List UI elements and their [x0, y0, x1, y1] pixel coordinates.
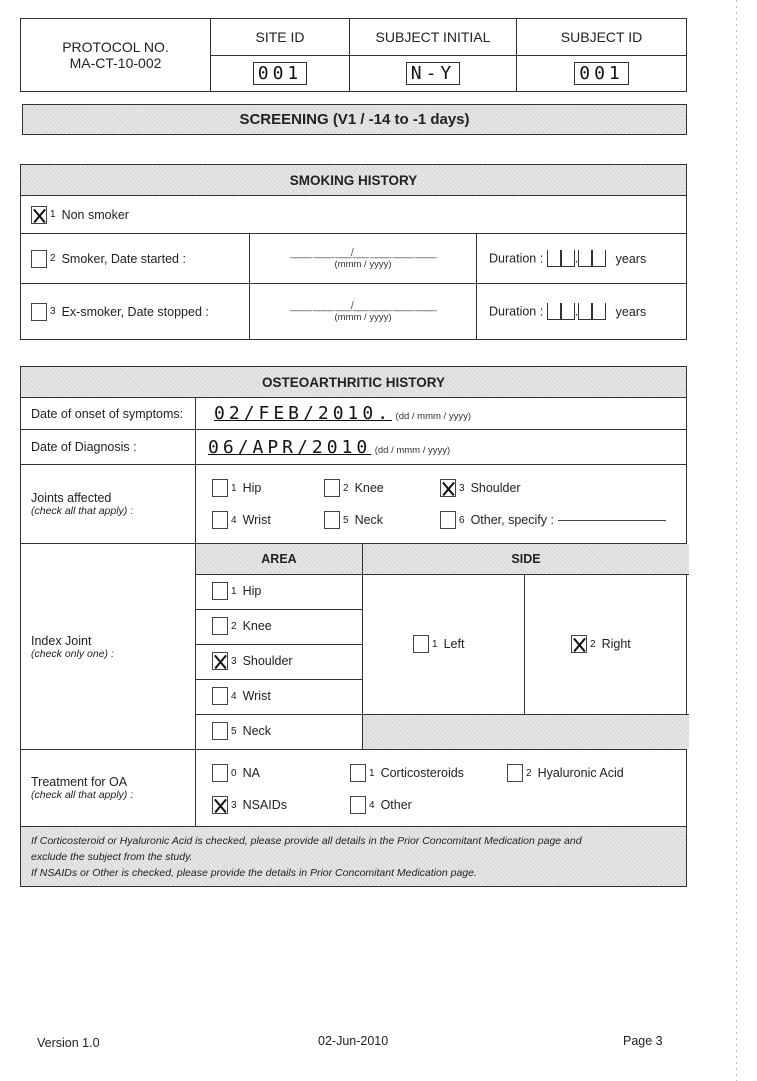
screening-bar — [22, 104, 687, 135]
diagnosis-value[interactable]: 06/APR/2010 — [208, 436, 372, 458]
smoker-duration-cell — [477, 234, 687, 284]
option-number: 3 — [231, 799, 237, 811]
treatment-label-cell — [21, 750, 196, 827]
footer-page: Page 3 — [623, 1034, 663, 1048]
other-specify-field[interactable] — [558, 520, 666, 521]
area-shoulder-checkbox[interactable] — [212, 652, 228, 670]
joint-other-label: Other, specify : — [470, 513, 554, 527]
side-right-cell — [525, 575, 689, 715]
joint-hip-checkbox[interactable] — [212, 479, 228, 497]
option-number: 2 — [590, 638, 596, 650]
side-right-label: Right — [601, 637, 631, 651]
joint-option-hip — [212, 479, 261, 497]
smoker-checkbox[interactable] — [31, 250, 47, 268]
option-number: 1 — [50, 209, 56, 220]
protocol-label: PROTOCOL NO. — [62, 39, 169, 55]
option-number: 3 — [231, 655, 237, 667]
site-id-label: SITE ID — [211, 19, 350, 56]
years-label: years — [615, 251, 647, 266]
date-format: (mmm / yyyy) — [334, 312, 392, 323]
treatment-other-label: Other — [380, 798, 412, 812]
oa-history-table — [20, 366, 687, 887]
treatment-options-cell — [196, 750, 687, 827]
area-row-knee — [196, 610, 363, 645]
treatment-note: (check all that apply) : — [31, 789, 134, 801]
index-joint-cell — [196, 544, 687, 750]
instruction-note — [21, 827, 687, 887]
treatment-option-na — [212, 764, 260, 782]
subject-id-label: SUBJECT ID — [517, 19, 687, 56]
index-joint-note: (check only one) : — [31, 647, 114, 660]
option-number: 2 — [50, 253, 56, 264]
area-header: AREA — [196, 544, 363, 575]
option-number: 3 — [50, 306, 56, 317]
page-edge-line — [736, 0, 737, 1081]
date-format: (mmm / yyyy) — [334, 259, 392, 270]
joint-other-checkbox[interactable] — [440, 511, 456, 529]
option-number: 1 — [231, 585, 237, 597]
protocol-number: MA-CT-10-002 — [69, 55, 162, 71]
joint-neck-label: Neck — [354, 513, 384, 527]
index-joint-label-cell — [21, 544, 196, 750]
joint-option-wrist — [212, 511, 271, 529]
duration-digit-box[interactable] — [561, 250, 575, 267]
footer-date: 02-Jun-2010 — [318, 1034, 389, 1048]
onset-value[interactable]: 02/FEB/2010. — [214, 403, 393, 424]
area-row-hip — [196, 575, 363, 610]
area-wrist-label: Wrist — [242, 689, 271, 703]
duration-label: Duration : — [489, 304, 544, 319]
joint-option-other — [440, 511, 666, 529]
smoker-date-cell — [250, 234, 477, 284]
site-id-value[interactable]: 001 — [253, 62, 308, 85]
joint-option-neck — [324, 511, 383, 529]
joints-label-cell — [21, 465, 196, 544]
ex-smoker-duration-cell — [477, 284, 687, 340]
diagnosis-cell — [196, 430, 687, 465]
area-row-shoulder — [196, 645, 363, 680]
area-hip-checkbox[interactable] — [212, 582, 228, 600]
treatment-nsaids-label: NSAIDs — [242, 798, 288, 812]
side-left-checkbox[interactable] — [413, 635, 429, 653]
smoking-history-table — [20, 164, 687, 340]
option-number: 4 — [231, 514, 237, 526]
protocol-cell — [21, 19, 211, 92]
ex-smoker-date-field[interactable]: ____ ____ ___/___ ____ ____ ____ — [290, 300, 436, 312]
treatment-nsaids-checkbox[interactable] — [212, 796, 228, 814]
subject-initial-label: SUBJECT INITIAL — [350, 19, 517, 56]
screening-title: SCREENING (V1 / -14 to -1 days) — [239, 111, 470, 128]
note-line-1: If Corticosteroid or Hyaluronic Acid is checked, please provide all details in the Prior Concomitant Medication page and — [31, 834, 582, 847]
header-table — [20, 18, 687, 92]
treatment-na-label: NA — [242, 766, 260, 780]
option-number: 2 — [343, 482, 349, 494]
joint-knee-label: Knee — [354, 481, 384, 495]
diagnosis-label: Date of Diagnosis : — [21, 430, 196, 465]
option-number: 6 — [459, 514, 465, 526]
treatment-corticosteroids-label: Corticosteroids — [380, 766, 464, 780]
area-knee-label: Knee — [242, 619, 272, 633]
area-hip-label: Hip — [242, 584, 262, 598]
duration-digit-box[interactable] — [578, 250, 592, 267]
joint-shoulder-checkbox[interactable] — [440, 479, 456, 497]
option-number: 5 — [343, 514, 349, 526]
option-number: 1 — [231, 482, 237, 494]
duration-digit-box[interactable] — [578, 303, 592, 320]
treatment-option-nsaids — [212, 796, 287, 814]
side-header: SIDE — [363, 544, 689, 575]
side-left-label: Left — [443, 637, 465, 651]
onset-date-format: (dd / mmm / yyyy) — [395, 411, 472, 422]
area-knee-checkbox[interactable] — [212, 617, 228, 635]
joint-shoulder-label: Shoulder — [470, 481, 521, 495]
joint-wrist-checkbox[interactable] — [212, 511, 228, 529]
non-smoker-label: Non smoker — [61, 207, 129, 222]
non-smoker-checkbox[interactable] — [31, 206, 47, 224]
treatment-na-checkbox[interactable] — [212, 764, 228, 782]
treatment-option-other — [350, 796, 412, 814]
option-number: 5 — [231, 725, 237, 737]
joint-knee-checkbox[interactable] — [324, 479, 340, 497]
option-number: 1 — [432, 638, 438, 650]
option-number: 3 — [459, 482, 465, 494]
treatment-corticosteroids-checkbox[interactable] — [350, 764, 366, 782]
option-number: 2 — [231, 620, 237, 632]
duration-label: Duration : — [489, 251, 544, 266]
joints-options-cell — [196, 465, 687, 544]
duration-digit-box[interactable] — [592, 250, 606, 267]
joints-label: Joints affected — [31, 491, 112, 505]
ex-smoker-date-cell — [250, 284, 477, 340]
ex-smoker-cell — [21, 284, 250, 340]
footer-version: Version 1.0 — [37, 1036, 100, 1050]
onset-label: Date of onset of symptoms: — [21, 398, 196, 430]
treatment-option-corticosteroids — [350, 764, 464, 782]
duration-digit-box[interactable] — [592, 303, 606, 320]
ex-smoker-checkbox[interactable] — [31, 303, 47, 321]
smoker-label: Smoker, Date started : — [61, 251, 186, 266]
option-number: 4 — [231, 690, 237, 702]
area-shoulder-label: Shoulder — [242, 654, 293, 668]
years-label: years — [615, 304, 647, 319]
area-row-wrist — [196, 680, 363, 715]
side-empty-shaded — [363, 715, 689, 749]
area-neck-label: Neck — [242, 724, 272, 738]
area-wrist-checkbox[interactable] — [212, 687, 228, 705]
decimal-dot: . — [574, 251, 579, 266]
duration-digit-box[interactable] — [547, 303, 561, 320]
treatment-label: Treatment for OA — [31, 775, 128, 789]
treatment-option-hyaluronic — [507, 764, 624, 782]
subject-initial-value[interactable]: N-Y — [406, 62, 461, 85]
area-row-neck — [196, 715, 363, 749]
note-line-2: exclude the subject from the study. — [31, 850, 193, 863]
option-number: 4 — [369, 799, 375, 811]
side-left-cell — [363, 575, 525, 715]
joint-wrist-label: Wrist — [242, 513, 271, 527]
treatment-hyaluronic-label: Hyaluronic Acid — [537, 766, 624, 780]
non-smoker-row — [21, 196, 687, 234]
decimal-dot: . — [574, 304, 579, 319]
joint-option-knee — [324, 479, 384, 497]
subject-id-value[interactable]: 001 — [574, 62, 629, 85]
onset-cell — [196, 398, 687, 430]
smoker-date-field[interactable]: ____ ____ ___/___ ____ ____ ____ — [290, 247, 436, 259]
smoker-cell — [21, 234, 250, 284]
smoking-title: SMOKING HISTORY — [21, 165, 687, 196]
side-right-checkbox[interactable] — [571, 635, 587, 653]
option-number: 0 — [231, 767, 237, 779]
index-joint-label: Index Joint — [31, 633, 92, 648]
treatment-other-checkbox[interactable] — [350, 796, 366, 814]
joint-hip-label: Hip — [242, 481, 262, 495]
duration-digit-box[interactable] — [547, 250, 561, 267]
joint-option-shoulder — [440, 479, 521, 497]
joint-neck-checkbox[interactable] — [324, 511, 340, 529]
note-line-3: If NSAIDs or Other is checked, please provide the details in Prior Concomitant Medication page. — [31, 866, 477, 879]
oa-title: OSTEOARTHRITIC HISTORY — [21, 367, 687, 398]
option-number: 1 — [369, 767, 375, 779]
diagnosis-date-format: (dd / mmm / yyyy) — [374, 444, 451, 456]
duration-digit-box[interactable] — [561, 303, 575, 320]
option-number: 2 — [526, 767, 532, 779]
joints-note: (check all that apply) : — [31, 505, 134, 517]
area-neck-checkbox[interactable] — [212, 722, 228, 740]
ex-smoker-label: Ex-smoker, Date stopped : — [61, 304, 209, 319]
treatment-hyaluronic-checkbox[interactable] — [507, 764, 523, 782]
